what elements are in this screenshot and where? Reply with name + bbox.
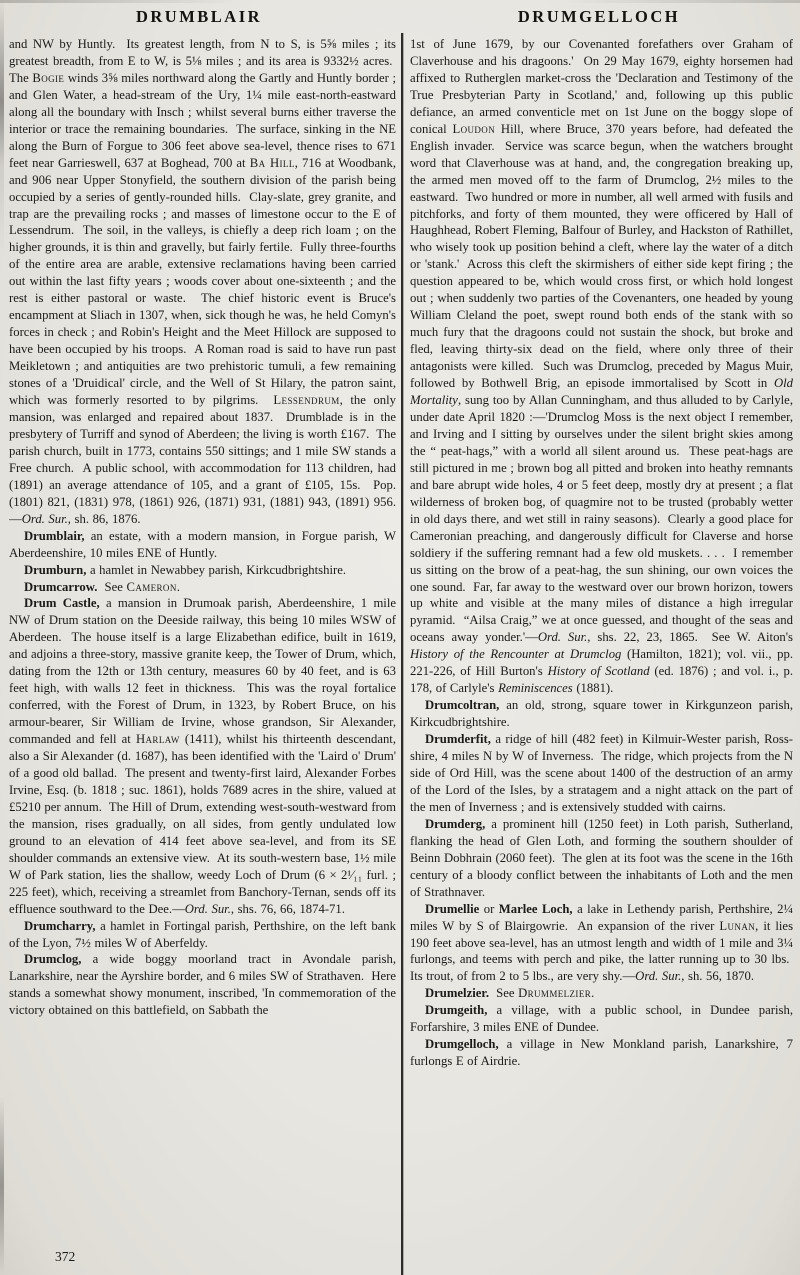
entry-text: a lake in Lethendy parish, Perthshire, 2¼ miles W by S of Blairgowrie. An expansion of the river [410, 901, 793, 933]
gazetteer-entry [9, 528, 396, 562]
gazetteer-entry [410, 1036, 793, 1070]
entry-text: , shs. 22, 23, 1865. See W. Aiton's [587, 630, 793, 645]
entry-text: Lessendrum [273, 393, 340, 408]
entry-text: See [489, 986, 519, 1001]
gazetteer-entry [9, 595, 396, 917]
entry-text: an estate, with a modern mansion, in Forgue parish, W Aberdeenshire, 10 miles ENE of Huntly. [9, 528, 396, 560]
entry-text: Lunan [719, 918, 756, 933]
entry-text: Ord. Sur. [184, 901, 231, 916]
scan-edge-left-artifact [0, 0, 4, 1275]
entry-headword: Drumderg, [425, 816, 486, 831]
entry-text: Reminiscences [498, 681, 573, 696]
entry-text: a village, with a public school, in Dundee parish, Forfarshire, 3 miles ENE of Dundee. [410, 1003, 793, 1035]
gazetteer-entry [410, 1002, 793, 1036]
gazetteer-entry [9, 579, 396, 596]
gazetteer-entry [410, 36, 793, 697]
entry-text: Bogie [32, 70, 65, 85]
entry-text: , it lies 190 feet above sea-level, has an utmost length and width of 1 mile and 3¼ furlongs, and teems with perch and pike, the latter running up to 30 lbs. Its trout, of from 2 to 5 lbs., are very shy.— [410, 918, 793, 984]
entry-text: a village in New Monkland parish, Lanarkshire, 7 furlongs E of Airdrie. [410, 1037, 793, 1069]
entry-text: a hamlet in Newabbey parish, Kirkcudbrightshire. [86, 562, 346, 577]
entry-headword: Drumburn, [24, 562, 87, 577]
left-column [9, 36, 396, 1248]
entry-headword: Drumgeith, [425, 1003, 488, 1018]
gazetteer-entry [410, 816, 793, 901]
gazetteer-entry [9, 36, 396, 528]
entry-text: , 716 at Woodbank, and 906 near Upper Stonyfield, the southern division of the parish being occupied by a series of gently-rounded hills. Clay-slate, grey granite, and trap are the prevailing rocks ; and masses of limestone occur to the E of Lessendrum. The soil, in the valleys, is chiefly a deep rich loam ; on the higher grounds, it is thin and gravelly, but fairly fertile. Fully three-fourths of the entire area are arable, extensive reclamations having been carried out within the last fifty years ; woods cover about one-sixteenth ; and the rest is either pastoral or waste. The chief historic event is Bruce's encampment at Sliach in 1307, when, sick though he was, he held Comyn's forces in check ; and Robin's Height and the Meet Hillock are supposed to have been occupied by his troops. A Roman road is said to have run past Meikletown ; and antiquities are two prehistoric tumuli, a few remaining stones of a 'Druidical' circle, and the Well of St Hilary, the patron saint, which was formerly resorted to by pilgrims. [9, 155, 396, 408]
entry-headword: Drum Castle, [24, 596, 100, 611]
entry-text: , shs. 76, 66, 1874-71. [230, 901, 345, 916]
gazetteer-entry [410, 901, 793, 986]
column-rule [401, 33, 403, 1275]
entry-headword: Drumcarrow. [24, 579, 98, 594]
gazetteer-entry [9, 562, 396, 579]
entry-text: . [176, 579, 180, 594]
entry-text: Ba Hill [249, 155, 295, 170]
entry-text: (1411), whilst his thirteenth descendant, also a Sir Alexander (d. 1687), has been identified with the 'Laird o' Drum' of a good old ballad. The present and twenty-first laird, Alexander Forbes Irvine, Esq. (b. 1818 ; suc. 1861), holds 7689 acres in the shire, valued at £5210 per annum. The Hill of Drum, extending west-south-westward from the mansion, rises gradually, on all sides, from gently undulated low ground to an elevation of 414 feet above sea-level, and from its SE shoulder commands an extensive view. At its south-western base, 1½ mile W of Park station, lies the shallow, weedy Loch of Drum (6 × 2¹⁄₁₁ furl. ; 225 feet), which, receiving a streamlet from Banchory-Ternan, sends off its effluence southward to the Dee.— [9, 732, 396, 916]
entry-text: (ed. 1876) ; and vol. i., p. 178, of Carlyle's [410, 664, 793, 696]
entry-text: (Hamilton, 1821); vol. vii., pp. 221-226, of Hill Burton's [410, 647, 793, 679]
entry-headword: Drumblair, [24, 528, 85, 543]
entry-text: , the only mansion, was enlarged and repaired about 1837. Drumblade is in the presbytery of Turriff and synod of Aberdeen; the living is worth £167. The parish church, built in 1773, contains 550 sittings; and 1 mile SW stands a Free church. A public school, with accommodation for 113 children, had (1891) an average attendance of 105, and a grant of £105, 15s. Pop. (1801) 821, (1831) 978, (1861) 926, (1871) 931, (1881) 943, (1891) 956.— [9, 393, 396, 526]
entry-text: Hill, where Bruce, 370 years before, had defeated the English invader. Service was scarce begun, when the watchers brought word that Claverhouse was at hand, and, the congregation breaking up, the armed men moved off to the farm of Drumclog, 2½ miles to the eastward. Two hundred or more in number, all well armed with fusils and pitchforks, and forty of them mounted, they were officered by Hall of Haughhead, Robert Fleming, Balfour of Burley, and Hackston of Rathillet, who wisely took up position behind a cleft, where lay the water of a ditch or 'stank.' Across this cleft the skirmishers of either side kept firing ; the question appeared to be, which would cross first, or which hold longest out ; when suddenly two parties of the Covenanters, one headed by young William Cleland the poet, swept round both ends of the stank with so much fury that the dragoons could not sustain the shock, but broke and fled, leaving thirty-six dead on the field, where only three of their antagonists were killed. Such was Drumclog, preceded by Magus Muir, followed by Bothwell Brig, an episode immortalised by Scott in [410, 121, 793, 391]
page-number: 372 [55, 1249, 76, 1264]
gazetteer-entry [410, 985, 793, 1002]
entry-text: Ord. Sur. [21, 511, 68, 526]
entry-text: , sh. 86, 1876. [67, 511, 141, 526]
entry-text: , sh. 56, 1870. [681, 969, 755, 984]
gazetteer-entry [410, 731, 793, 816]
entry-text: a prominent hill (1250 feet) in Loth parish, Sutherland, flanking the head of Glen Loth, and forming the southern shoulder of Beinn Dobhrain (2060 feet). The glen at its foot was the scene in the 16th century of a bloody conflict between the inhabitants of Loth and the men of Strathnaver. [410, 816, 793, 899]
entry-text: a wide boggy moorland tract in Avondale parish, Lanarkshire, near the Ayrshire border, and 6 miles SW of Strathaven. Here stands a somewhat showy monument, inscribed, 'In commemoration of the victory obtained on this battlefield, on Sabbath the [9, 952, 396, 1018]
entry-headword: Drumgelloch, [425, 1037, 499, 1052]
entry-text: History of the Rencounter at Drumclog [410, 647, 622, 662]
running-head-left: DRUMBLAIR [135, 7, 263, 26]
gazetteer-entry [410, 697, 793, 731]
entry-headword: Marlee Loch, [498, 901, 573, 916]
entry-headword: Drumelzier. [425, 986, 490, 1001]
entry-text: History of Scotland [547, 664, 650, 679]
entry-text: Ord. Sur. [635, 969, 682, 984]
running-head-right: DRUMGELLOCH [517, 7, 681, 26]
right-column [410, 36, 793, 1272]
entry-headword: Drumderfit, [425, 732, 491, 747]
entry-headword: Drumellie [425, 901, 480, 916]
entry-text: Cameron [126, 579, 177, 594]
entry-text: winds 3⅝ miles northward along the Gartly and Huntly border ; and Glen Water, a head-stream of the Ury, 1¼ mile east-north-eastward along all the boundary with Insch ; whilst several burns either traverse the interior or trace the remaining boundaries. The surface, sinking in the NE along the Burn of Forgue to 306 feet above sea-level, thence rises to 671 feet near Garrieswell, 637 at Boghead, 700 at [9, 70, 396, 170]
entry-text: Old Mortality [410, 376, 793, 408]
gazetteer-entry [9, 918, 396, 952]
entry-text: a ridge of hill (482 feet) in Kilmuir-Wester parish, Ross-shire, 4 miles N by W of Inverness. The ridge, which projects from the N side of Ord Hill, was the scene about 1400 of the destruction of an army of the Lord of the Isles, by a stratagem and a night attack on the part of the men of Inverness ; and is extensively studded with cairns. [410, 732, 793, 814]
entry-text: or [479, 901, 499, 916]
entry-text: (1881). [572, 681, 614, 696]
entry-text: . [591, 986, 595, 1001]
entry-headword: Drumcharry, [24, 918, 96, 933]
entry-headword: Drumclog, [24, 952, 82, 967]
entry-text: a mansion in Drumoak parish, Aberdeenshire, 1 mile NW of Drum station on the Deeside railway, this being 10 miles WSW of Aberdeen. The house itself is a large Elizabethan edifice, built in 1619, and adjoins a three-story, massive granite keep, the Tower of Drum, which, dating from the 12th or 13th century, measures 60 by 40 feet, and is 63 feet high, with walls 12 feet in thickness. This was the royal fortalice conferred, with the Forest of Drum, in 1323, by Robert Bruce, on his armour-bearer, Sir William de Irvine, whose grandson, Sir Alexander, commanded and fell at [9, 596, 396, 747]
entry-text: , sung too by Allan Cunningham, and thus alluded to by Carlyle, under date April 1820 :—'Drumclog Moss is the next object I remember, and Irving and I sitting by ourselves under the silent bright skies among the “ peat-hags,” with a world all silent around us. These peat-hags are still pictured in me ; brown bog all pitted and broken into heathy remnants and bare abrupt wide holes, 4 or 5 feet deep, mostly dry at present ; a flat wilderness of broken bog, of quagmire not to be trusted (probably wetter in old days there, and wet still in rainy seasons). Clearly a good place for Cameronian preaching, and dangerously difficult for Claverse and horse soldiery if the suffering remnant had a few old muskets. . . . I remember us sitting on the brow of a peat-hag, the sun shining, our own voices the one sound. Far, far away to the westward over our brown horizon, towers up white and visible at the many miles of distance a high irregular pyramid. “Ailsa Craig,” we at once guessed, and thought of the seas and oceans away yonder.'— [410, 393, 793, 645]
entry-text: Harlaw [135, 732, 180, 747]
entry-text: See [97, 579, 127, 594]
entry-text: and NW by Huntly. Its greatest length, from N to S, is 5⅝ miles ; its greatest breadth, from E to W, is 5⅛ miles ; and its area is 9332½ acres. The [9, 37, 396, 85]
scan-edge-top-artifact [0, 0, 800, 3]
entry-text: Ord. Sur. [537, 630, 588, 645]
gazetteer-entry [9, 951, 396, 1019]
entry-headword: Drumcoltran, [425, 698, 500, 713]
entry-text: an old, strong, square tower in Kirkgunzeon parish, Kirkcudbrightshire. [410, 698, 793, 730]
entry-text: Loudon [452, 121, 496, 136]
entry-text: Drummelzier [518, 986, 592, 1001]
entry-text: a hamlet in Fortingal parish, Perthshire, on the left bank of the Lyon, 7½ miles W of Aberfeldy. [9, 918, 396, 950]
entry-text: 1st of June 1679, by our Covenanted forefathers over Graham of Claverhouse and his dragoons.' On 29 May 1679, eighty horsemen had affixed to Rutherglen market-cross the 'Declaration and Testimony of the True Presbyterian Party in Scotland,' and, following up this public defiance, an armed conventicle met on 1st June on the boggy slope of conical [410, 37, 793, 136]
